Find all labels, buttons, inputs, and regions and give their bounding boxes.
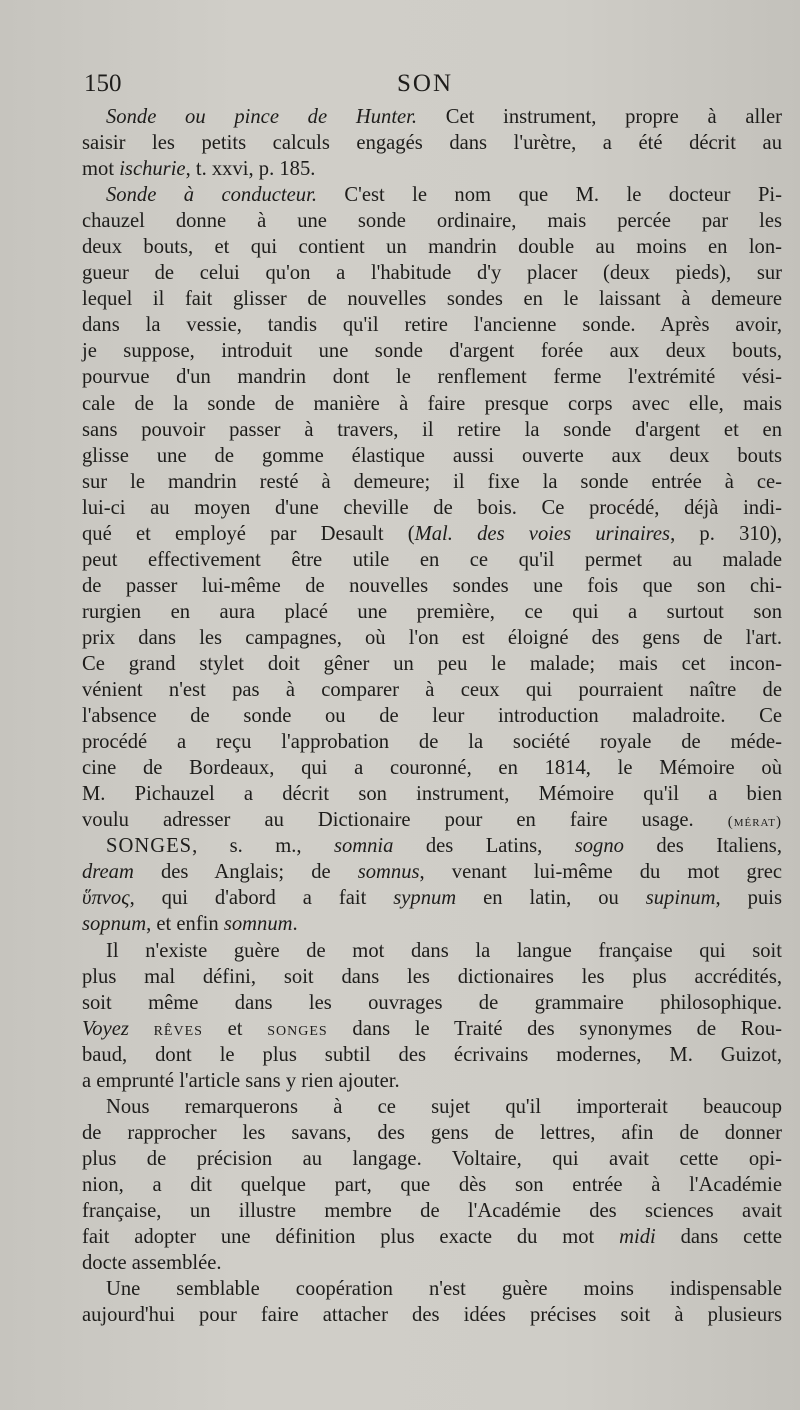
text-line: qué et employé par Desault (Mal. des voies urinaires, p. 310), <box>82 522 782 545</box>
page-number: 150 <box>84 70 122 97</box>
text-line: gueur de celui qu'on a l'habitude d'y placer (deux pieds), sur <box>82 262 782 285</box>
text-line: vénient n'est pas à comparer à ceux qui pourraient naître de <box>82 679 782 702</box>
text-line: ὕπνος, qui d'abord a fait sypnum en latin, ou supinum, puis <box>82 887 782 910</box>
text-line: deux bouts, et qui contient un mandrin double au moins en lon- <box>82 236 782 259</box>
text-line: sans pouvoir passer à travers, il retire la sonde d'argent et en <box>82 418 782 441</box>
text-line: prix dans les campagnes, où l'on est éloigné des gens de l'art. <box>82 626 782 649</box>
text-line: française, un illustre membre de l'Académie des sciences avait <box>82 1199 782 1222</box>
text-line: sopnum, et enfin somnum. <box>82 913 298 936</box>
greek-word: ὕπνος <box>82 887 130 910</box>
text-line: peut effectivement être utile en ce qu'il permet au malade <box>82 548 782 571</box>
text-line: baud, dont le plus subtil des écrivains modernes, M. Guizot, <box>82 1043 782 1066</box>
text-line: cine de Bordeaux, qui a couronné, en 1814, le Mémoire où <box>82 757 782 780</box>
text-line: cale de la sonde de manière à faire presque corps avec elle, mais <box>82 392 782 415</box>
text-line: de rapprocher les savans, des gens de lettres, afin de donner <box>82 1121 782 1144</box>
text-line: Sonde ou pince de Hunter. Cet instrument, propre à aller <box>106 106 782 128</box>
text-line: docte assemblée. <box>82 1252 222 1275</box>
text-line: plus de précision au langage. Voltaire, qui avait cette opi- <box>82 1147 782 1170</box>
text-line: de passer lui-même de nouvelles sondes une fois que son chi- <box>82 574 782 597</box>
text-line: je suppose, introduit une sonde d'argent forée aux deux bouts, <box>82 340 782 363</box>
text-line: Voyez rêves et songes dans le Traité des synonymes de Rou- <box>82 1017 782 1040</box>
text-line: pourvue d'un mandrin dont le renflement ferme l'extrémité vési- <box>82 366 782 389</box>
cited-work: Mal. des voies urinaires <box>414 522 671 545</box>
text-line: sur le mandrin resté à demeure; il fixe la sonde entrée à ce- <box>82 470 782 493</box>
text-line: nion, a dit quelque part, que dès son entrée à l'Académie <box>82 1173 782 1196</box>
text-line: chauzel donne à une sonde ordinaire, mais percée par les <box>82 210 782 233</box>
text-line: rurgien en aura placé une première, ce qui a surtout son <box>82 600 782 623</box>
text-line: M. Pichauzel a décrit son instrument, Mémoire qu'il a bien <box>82 783 782 806</box>
entry-term: Sonde ou pince de Hunter. <box>106 106 418 128</box>
text-line: mot ischurie, t. xxvi, p. 185. <box>82 158 316 181</box>
text-line: l'absence de sonde ou de leur introduction maladroite. Ce <box>82 705 782 728</box>
text-line: Ce grand stylet doit gêner un peu le malade; mais cet incon- <box>82 652 782 675</box>
author-signature: (mérat) <box>727 814 782 831</box>
text-line: dream des Anglais; de somnus, venant lui-même du mot grec <box>82 861 782 884</box>
entry-headword: SONGES <box>106 835 193 858</box>
text-line: glisse une de gomme élastique aussi ouverte aux deux bouts <box>82 444 782 467</box>
text-line: Sonde à conducteur. C'est le nom que M. le docteur Pi- <box>106 184 782 207</box>
text-line: voulu adresser au Dictionaire pour en faire usage. (mérat) <box>82 809 782 832</box>
text-line: saisir les petits calculs engagés dans l'urètre, a été décrit au <box>82 132 782 155</box>
text-line: lui-ci au moyen d'une cheville de bois. Ce procédé, déjà indi- <box>82 496 782 519</box>
running-head: SON <box>396 70 453 97</box>
text-line: aujourd'hui pour faire attacher des idées précises soit à plusieurs <box>82 1304 782 1327</box>
text-line: Une semblable coopération n'est guère moins indispensable <box>106 1278 782 1301</box>
text-line: soit même dans les ouvrages de grammaire philosophique. <box>82 991 782 1014</box>
text-line: fait adopter une définition plus exacte du mot midi dans cette <box>82 1226 782 1249</box>
entry-term: Sonde à conducteur. <box>106 184 317 207</box>
text-line: SONGES, s. m., somnia des Latins, sogno des Italiens, <box>106 835 782 858</box>
text-line: lequel il fait glisser de nouvelles sondes en le laissant à demeure <box>82 288 782 311</box>
page-header <box>84 70 766 104</box>
text-line: a emprunté l'article sans y rien ajouter. <box>82 1069 400 1092</box>
text-line: dans la vessie, tandis qu'il retire l'ancienne sonde. Après avoir, <box>82 314 782 337</box>
text-line: plus mal défini, soit dans les dictionaires les plus accrédités, <box>82 965 782 988</box>
body-text <box>82 104 782 1328</box>
text-line: Nous remarquerons à ce sujet qu'il importerait beaucoup <box>106 1095 782 1118</box>
text-line: procédé a reçu l'approbation de la société royale de méde- <box>82 731 782 754</box>
text-line: Il n'existe guère de mot dans la langue française qui soit <box>106 939 782 962</box>
